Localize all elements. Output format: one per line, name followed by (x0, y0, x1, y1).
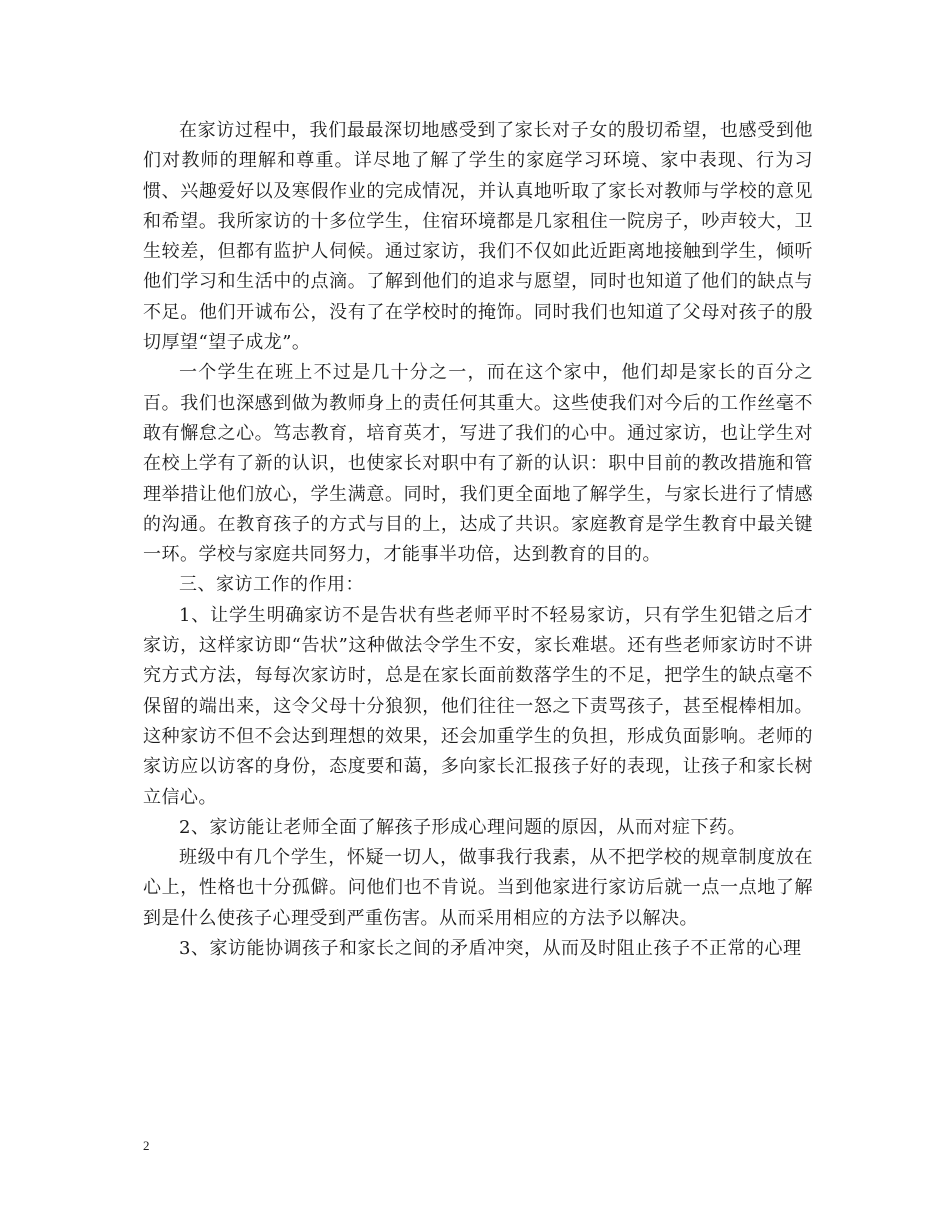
paragraph-1: 在家访过程中，我们最最深切地感受到了家长对子女的殷切希望，也感受到他们对教师的理解和尊重。详尽地了解了学生的家庭学习环境、家中表现、行为习惯、兴趣爱好以及寒假作业的完成情况，并认真地听取了家长对教师与学校的意见和希望。我所家访的十多位学生，住宿环境都是几家租住一院房子，吵声较大，卫生较差，但都有监护人伺候。通过家访，我们不仅如此近距离地接触到学生，倾听他们学习和生活中的点滴。了解到他们的追求与愿望，同时也知道了他们的缺点与不足。他们开诚布公，没有了在学校时的掩饰。同时我们也知道了父母对孩子的殷切厚望“望子成龙”。 (143, 120, 813, 354)
page-number: 2 (143, 1138, 150, 1153)
paragraph-point-3: 3、家访能协调孩子和家长之间的矛盾冲突，从而及时阻止孩子不正常的心理 (179, 938, 802, 960)
section-heading: 三、家访工作的作用： (179, 574, 364, 596)
paragraph-point-2: 2、家访能让老师全面了解孩子形成心理问题的原因，从而对症下药。 (179, 816, 746, 838)
paragraph-2: 一个学生在班上不过是几十分之一，而在这个家中，他们却是家长的百分之百。我们也深感到做为教师身上的责任何其重大。这些使我们对今后的工作丝毫不敢有懈怠之心。笃志教育，培育英才，写进了我们的心中。通过家访，也让学生对在校上学有了新的认识，也使家长对职中有了新的认识：职中目前的教改措施和管理举措让他们放心，学生满意。同时，我们更全面地了解学生，与家长进行了情感的沟通。在教育孩子的方式与目的上，达成了共识。家庭教育是学生教育中最关键一环。学校与家庭共同努力，才能事半功倍，达到教育的目的。 (143, 362, 813, 566)
paragraph-point-1: 1、让学生明确家访不是告状有些老师平时不轻易家访，只有学生犯错之后才家访，这样家访即“告状”这种做法令学生不安，家长难堪。还有些老师家访时不讲究方式方法，每每次家访时，总是在家长面前数落学生的不足，把学生的缺点毫不保留的端出来，这令父母十分狼狈，他们往往一怒之下责骂孩子，甚至棍棒相加。这种家访不但不会达到理想的效果，还会加重学生的负担，形成负面影响。老师的家访应以访客的身份，态度要和蔼，多向家长汇报孩子好的表现，让孩子和家长树立信心。 (143, 604, 813, 808)
body-text (143, 116, 813, 964)
paragraph-example: 班级中有几个学生，怀疑一切人，做事我行我素，从不把学校的规章制度放在心上，性格也十分孤僻。问他们也不肯说。当到他家进行家访后就一点一点地了解到是什么使孩子心理受到严重伤害。从而采用相应的方法予以解决。 (143, 847, 813, 929)
